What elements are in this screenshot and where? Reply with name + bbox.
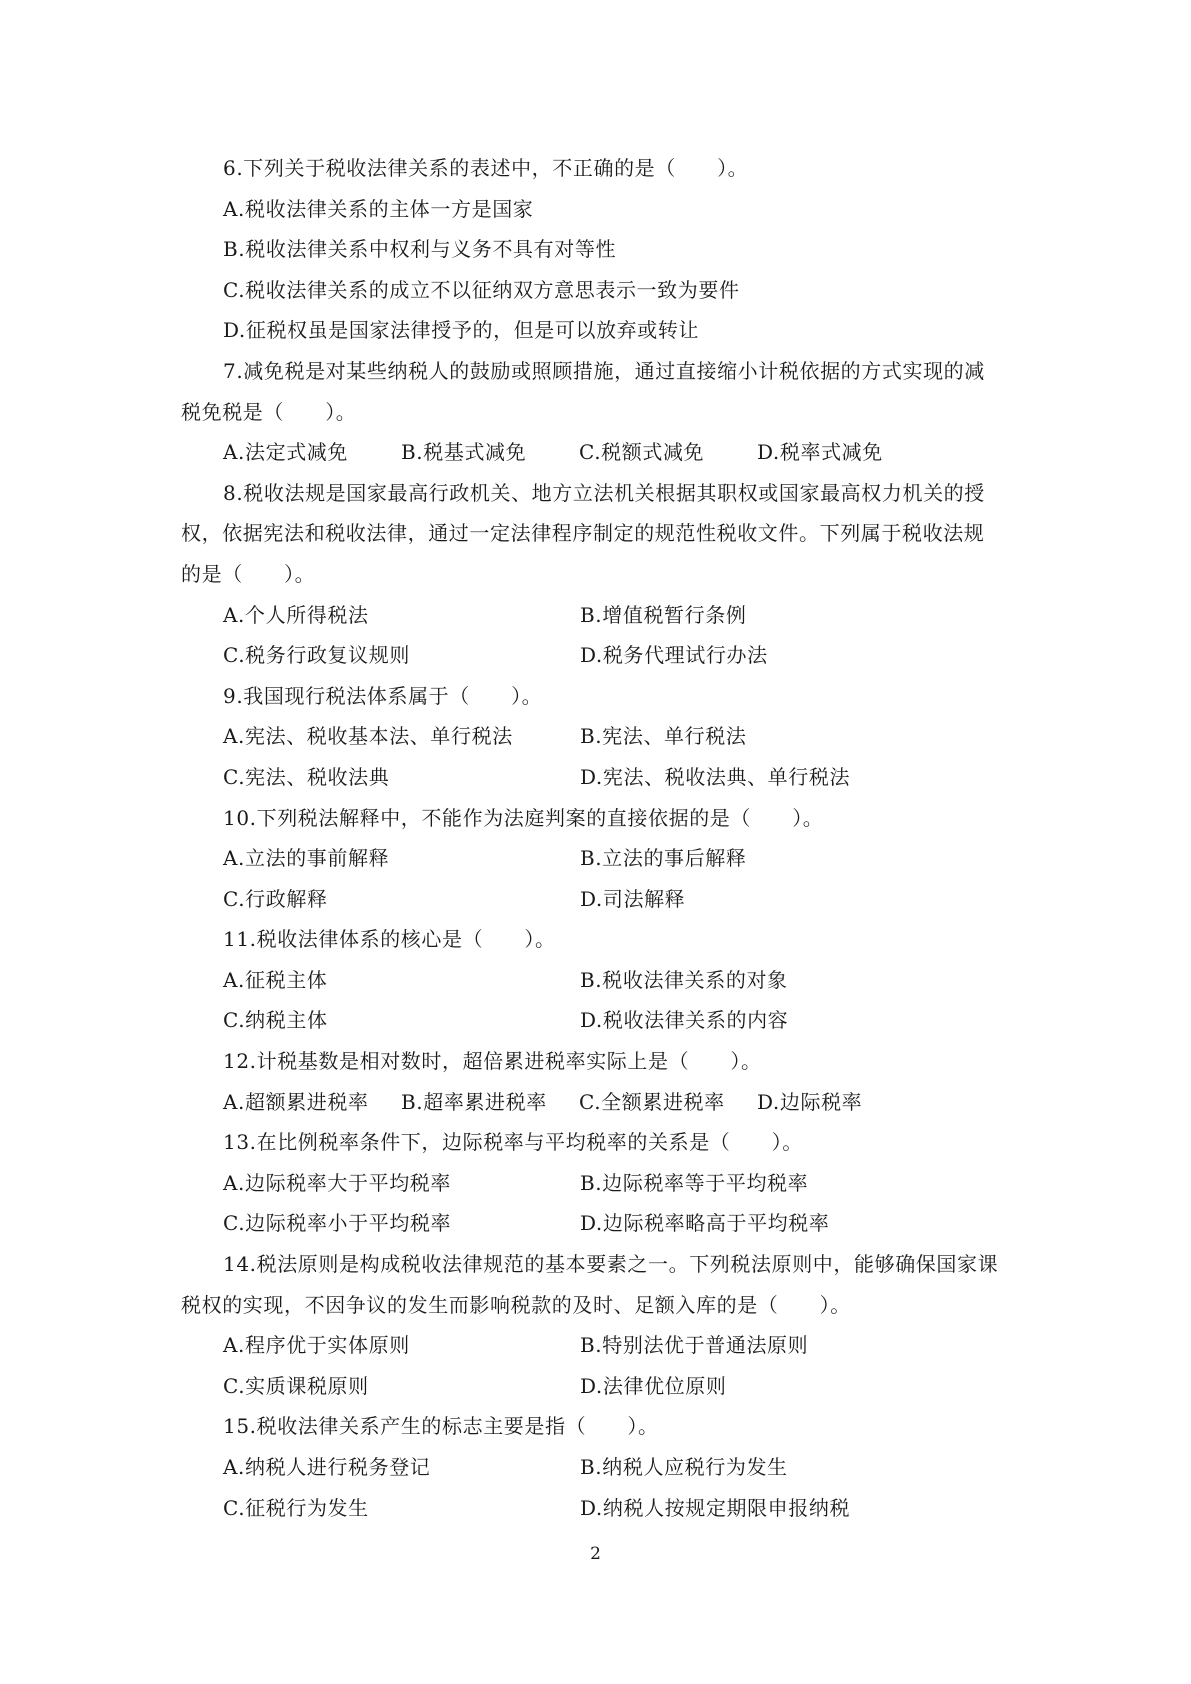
question-14-stem-line-1: 14.税法原则是构成税收法律规范的基本要素之一。下列税法原则中，能够确保国家课 [223,1252,999,1277]
question-10-options-row-2 [181,879,1011,920]
question-7-options [181,432,1011,473]
question-13-options-row-1 [181,1163,1011,1204]
question-8-option-c: C.税务行政复议规则 [223,643,410,668]
question-14-option-c: C.实质课税原则 [223,1373,369,1398]
question-15-option-b: B.纳税人应税行为发生 [580,1455,788,1479]
question-12-option-c: C.全额累进税率 [579,1089,725,1114]
question-6-option-d: D.征税权虽是国家法律授予的，但是可以放弃或转让 [223,318,700,343]
question-8-options-row-2 [181,635,1011,676]
question-8-stem-line-3: 的是（ ）。 [181,561,316,586]
question-15-stem: 15.税收法律关系产生的标志主要是指（ ）。 [223,1414,659,1439]
question-7-option-d: D.税率式减免 [757,440,883,465]
question-7-option-c: C.税额式减免 [579,440,705,465]
question-6-stem: 6.下列关于税收法律关系的表述中，不正确的是（ ）。 [223,156,749,180]
question-8-options-row-1 [181,595,1011,636]
question-6-option-a: A.税收法律关系的主体一方是国家 [223,196,534,221]
question-13-options-row-2 [181,1203,1011,1244]
question-11-option-c: C.纳税主体 [223,1008,328,1033]
question-9-stem: 9.我国现行税法体系属于（ ）。 [223,683,543,708]
question-8-option-a: A.个人所得税法 [223,602,369,627]
question-6-option-c: C.税收法律关系的成立不以征纳双方意思表示一致为要件 [223,277,740,302]
question-14-options-row-2 [181,1366,1011,1407]
question-12-options [181,1082,1011,1123]
question-15-options-row-1 [181,1447,1011,1488]
question-9-options-row-2 [181,757,1011,798]
question-9-option-a: A.宪法、税收基本法、单行税法 [223,724,513,749]
page-number: 2 [590,1544,601,1564]
question-13-stem: 13.在比例税率条件下，边际税率与平均税率的关系是（ ）。 [223,1130,803,1155]
question-10-stem: 10.下列税法解释中，不能作为法庭判案的直接依据的是（ ）。 [223,805,824,830]
question-7-stem-line-2: 税免税是（ ）。 [181,399,357,424]
question-11-option-d: D.税收法律关系的内容 [580,1008,789,1033]
question-12-option-a: A.超额累进税率 [223,1089,369,1114]
question-7-option-a: A.法定式减免 [223,440,349,465]
question-11-stem: 11.税收法律体系的核心是（ ）。 [223,927,556,952]
question-10-option-a: A.立法的事前解释 [223,846,390,871]
question-8-option-d: D.税务代理试行办法 [580,643,768,668]
question-8-stem-line-1: 8.税收法规是国家最高行政机关、地方立法机关根据其职权或国家最高权力机关的授 [223,480,985,505]
question-14-option-a: A.程序优于实体原则 [223,1333,410,1358]
question-12-stem: 12.计税基数是相对数时，超倍累进税率实际上是（ ）。 [223,1049,762,1074]
question-9-option-d: D.宪法、税收法典、单行税法 [580,764,851,789]
question-10-option-c: C.行政解释 [223,886,328,911]
question-13-option-d: D.边际税率略高于平均税率 [580,1211,830,1236]
question-15-option-c: C.征税行为发生 [223,1495,369,1520]
question-9-option-c: C.宪法、税收法典 [223,764,390,789]
question-12-option-d: D.边际税率 [757,1089,863,1114]
question-14-option-d: D.法律优位原则 [580,1373,727,1398]
question-10-option-d: D.司法解释 [580,886,686,911]
question-10-options-row-1 [181,838,1011,879]
question-11-option-a: A.征税主体 [223,967,328,992]
question-9-options-row-1 [181,716,1011,757]
question-9-option-b: B.宪法、单行税法 [580,724,747,749]
question-13-option-a: A.边际税率大于平均税率 [223,1170,452,1195]
question-7-option-b: B.税基式减免 [401,440,527,465]
question-12-option-b: B.超率累进税率 [401,1089,547,1114]
question-15-option-d: D.纳税人按规定期限申报纳税 [580,1495,851,1520]
question-13-option-c: C.边际税率小于平均税率 [223,1211,452,1236]
question-list [181,148,1011,1528]
question-11-option-b: B.税收法律关系的对象 [580,967,788,992]
question-14-stem-line-2: 税权的实现，不因争议的发生而影响税款的及时、足额入库的是（ ）。 [181,1292,851,1317]
question-11-options-row-2 [181,1000,1011,1041]
question-10-option-b: B.立法的事后解释 [580,846,747,871]
question-7-stem-line-1: 7.减免税是对某些纳税人的鼓励或照顾措施，通过直接缩小计税依据的方式实现的减 [223,358,985,383]
question-13-option-b: B.边际税率等于平均税率 [580,1170,809,1195]
question-14-option-b: B.特别法优于普通法原则 [580,1333,809,1358]
question-11-options-row-1 [181,960,1011,1001]
question-6-option-b: B.税收法律关系中权利与义务不具有对等性 [223,237,617,262]
question-15-option-a: A.纳税人进行税务登记 [223,1455,431,1479]
question-8-option-b: B.增值税暂行条例 [580,602,747,627]
question-8-stem-line-2: 权，依据宪法和税收法律，通过一定法律程序制定的规范性税收文件。下列属于税收法规 [181,521,985,546]
question-15-options-row-2 [181,1488,1011,1529]
question-14-options-row-1 [181,1325,1011,1366]
